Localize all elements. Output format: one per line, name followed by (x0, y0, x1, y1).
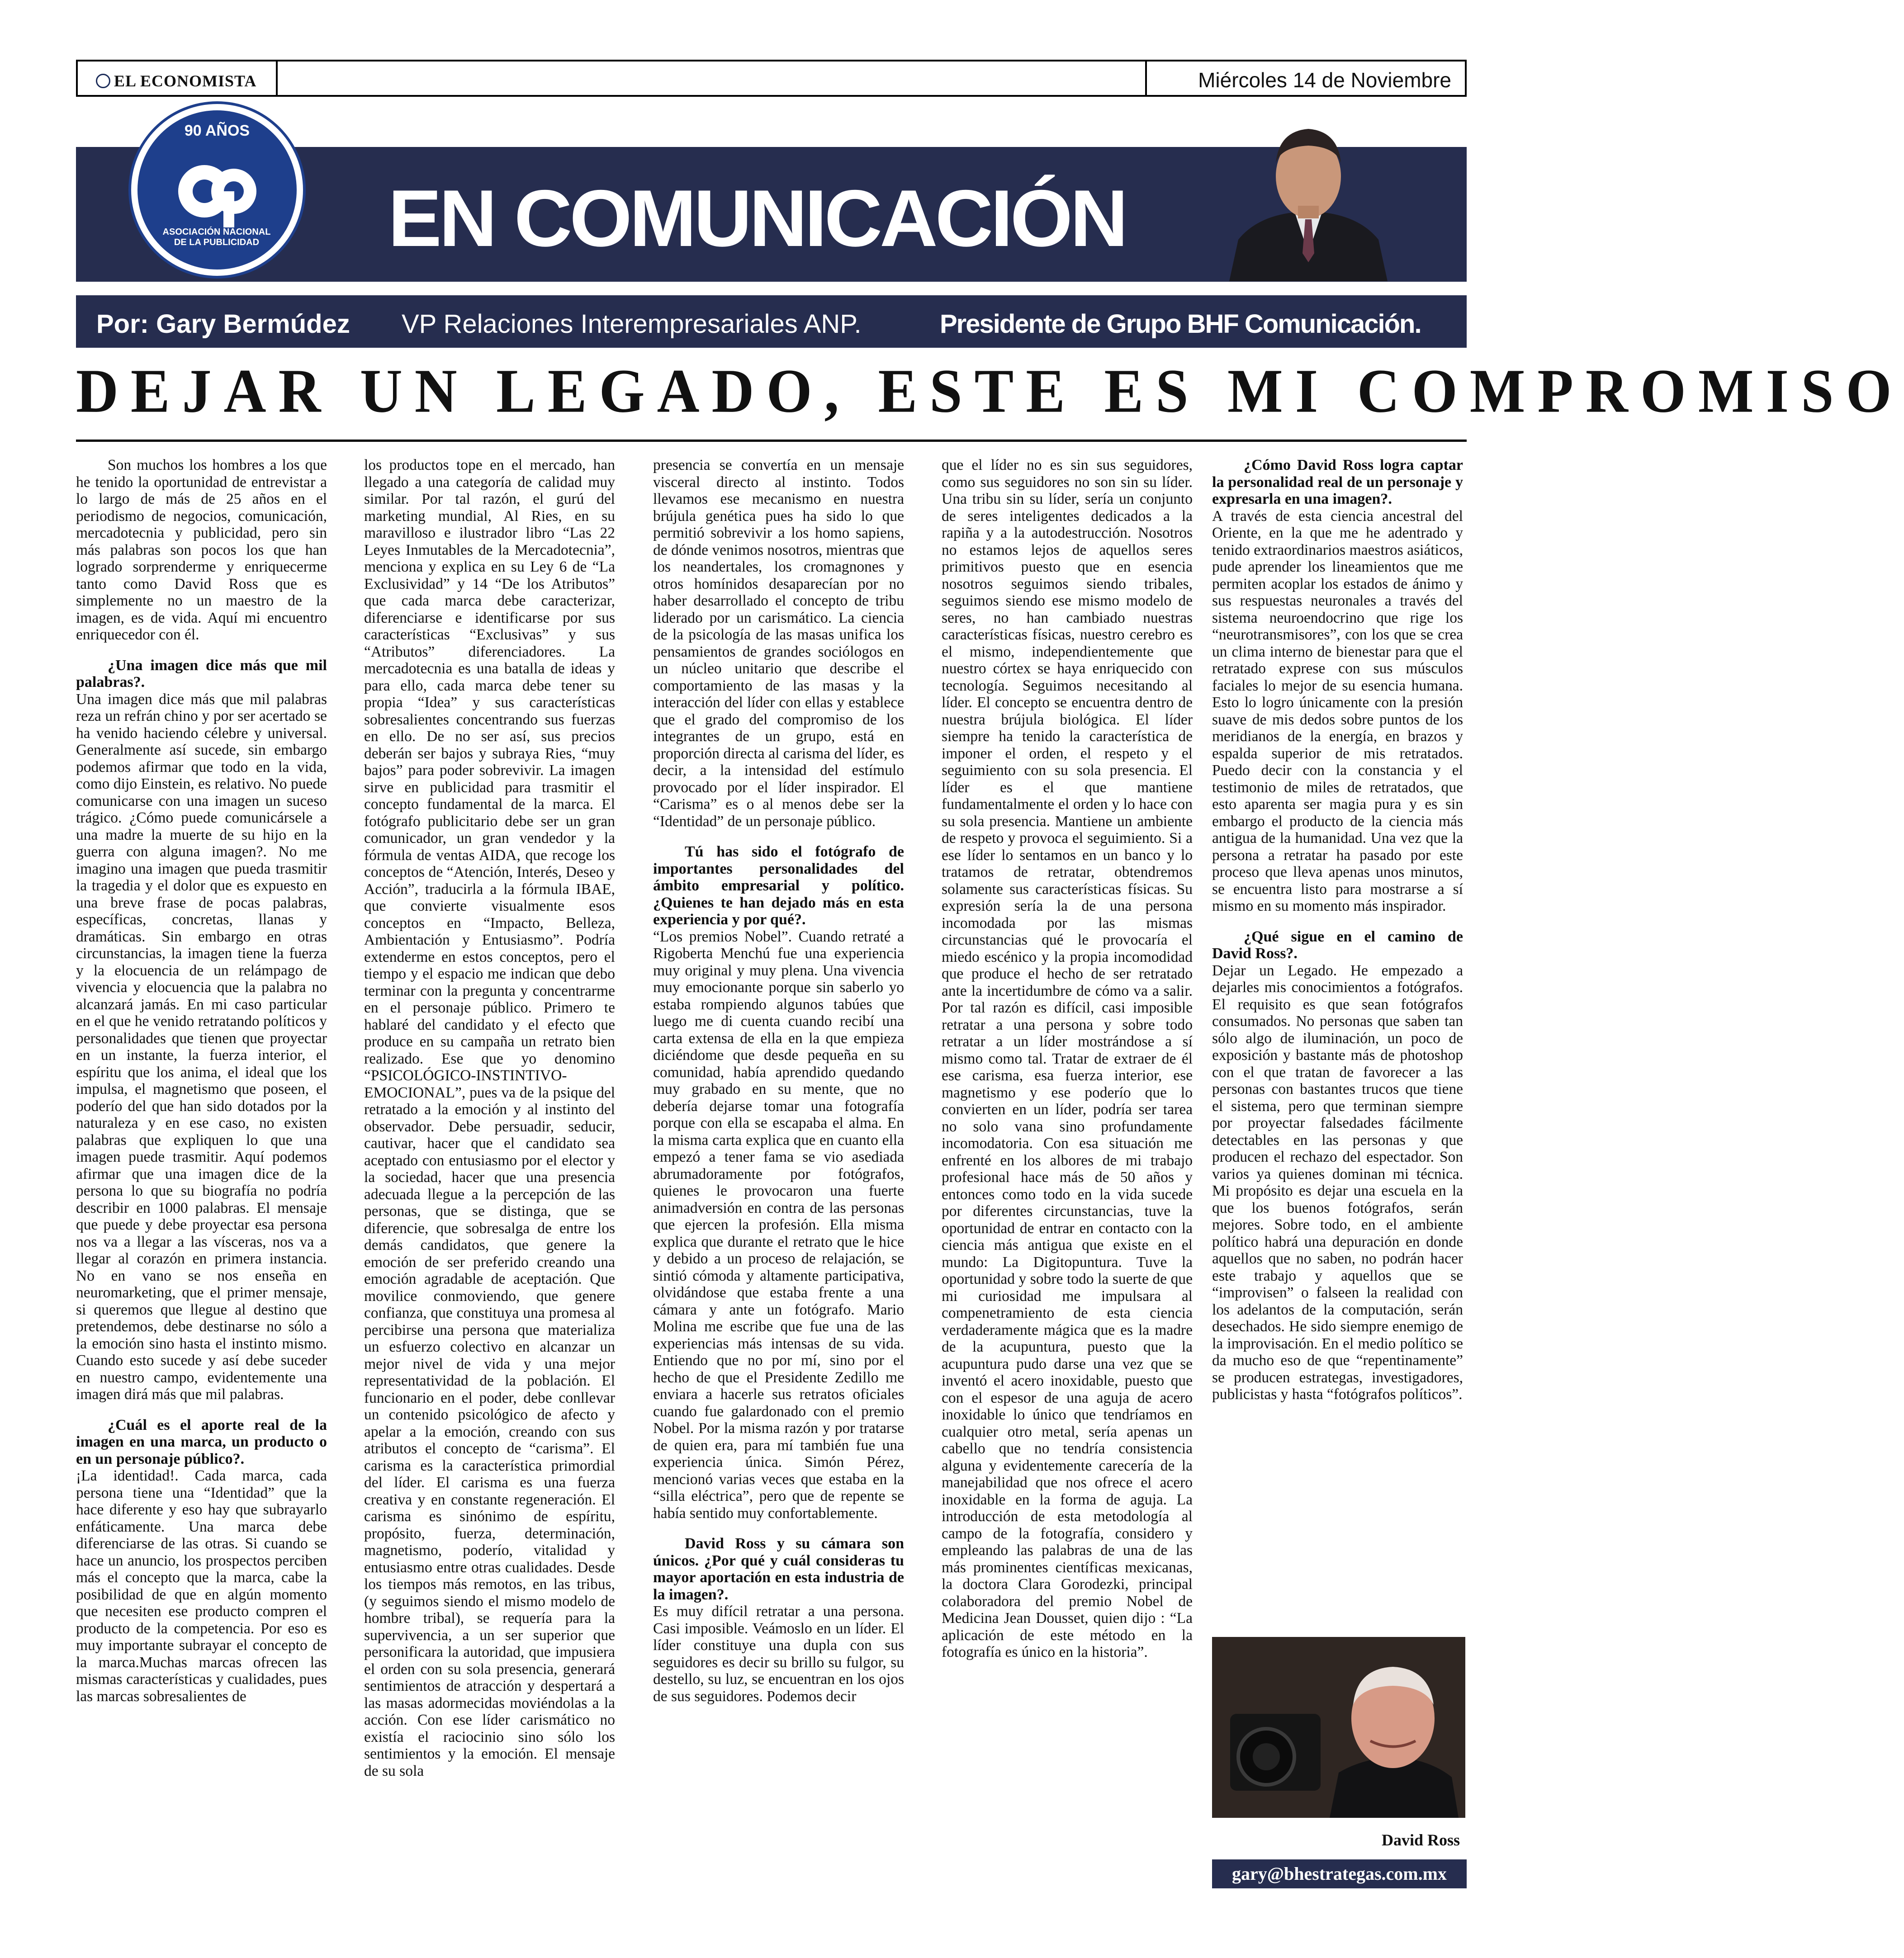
anp-logo (131, 104, 303, 276)
article-column-1 (76, 457, 327, 1931)
paragraph: presencia se convertía en un mensaje visceral directo al instinto. Todos llevamos ese mecanismo en nuestra brújula genética pues ha sido lo que permitió sobrevivir a los homo sapiens, de dónde venimos nosotros, mientras que los neandertales, los cromagnones y otros homínidos desaparecían por no haber desarrollado el concepto de tribu liderado por un carismático. La ciencia de la psicología de las masas unifica los pensamientos de grandes sociólogos en un núcleo unitario que describe el comportamiento de las masas y la interacción del líder con ellas y establece que el grado del compromiso de los integrantes de un grupo, está en proporción directa al carisma del líder, es decir, a la intensidad del estímulo provocado por el líder inspirador. El “Carisma” es o al menos debe ser la “Identidad” de un personaje público. (653, 457, 904, 830)
article-column-5 (1212, 457, 1463, 1628)
article-column-4 (942, 457, 1193, 1931)
author-email[interactable]: gary@bhestrategas.com.mx (1212, 1859, 1467, 1888)
article-column-3 (653, 457, 904, 1931)
logo-org-name: ASOCIACIÓN NACIONAL DE LA PUBLICIDAD (162, 227, 271, 247)
masthead-bar (76, 60, 1467, 97)
author-bar (76, 295, 1467, 348)
divider (1145, 61, 1147, 95)
author-vp-role: VP Relaciones Interempresariales ANP. (402, 309, 862, 339)
author-portrait (1202, 104, 1415, 281)
anp-mark-icon (173, 148, 261, 230)
paragraph: Una imagen dice más que mil palabras reza un refrán chino y por ser acertado se ha venido haciendo célebre y universal. Generalmente así sucede, sin embargo podemos afirmar que todo en la vida, como dijo Einstein, es relativo. No puede comunicarse con una imagen un suceso trágico. ¿Cómo puede comunicársele a una madre la muerte de su hijo en la guerra con alguna imagen?. No me imagino una imagen que pueda trasmitir la tragedia y el dolor que es expuesto en una breve frase de pocas palabras, específicas, concretas, llanas y dramáticas. Sin embargo en otras circunstancias, la imagen tiene la fuerza y la elocuencia de un relámpago de vivencia y elocuencia que la palabra no alcanzará jamás. En mi caso particular en el que he venido retratando políticos y personalidades que tienen que proyectar en un instante, la fuerza interior, el espíritu que los anima, el ideal que los impulsa, el magnetismo que poseen, el poderío del que han sido dotados por la naturaleza y en ese caso, no existen palabras que expliquen lo que una imagen puede trasmitir. Aquí podemos afirmar que una imagen dice de la persona lo que su biografía no podría describir en 1000 palabras. El mensaje que puede y debe proyectar esa persona nos va a llegar a las vísceras, nos va a llegar al corazón en primera instancia. No en vano se nos enseña en neuromarketing, que el primer mensaje, si queremos que llegue al destino que pretendemos, debe destinarse no sólo a la emoción sino hasta el instinto mismo. Cuando esto sucede y así debe suceder en nuestro campo, evidentemente una imagen dirá más que mil palabras. (76, 691, 327, 1403)
paragraph: ¡La identidad!. Cada marca, cada persona tiene una “Identidad” que la hace diferente y eso hay que subrayarlo enfáticamente. Una marca debe diferenciarse de las otras. Si cuando se hace un anuncio, los prospectos perciben más el concepto que la marca, cabe la posibilidad de que en algún momento que necesiten ese producto compren el producto de la competencia. Por eso es muy importante subrayar el concepto de la marca.Muchas marcas ofrecen las mismas características y cualidades, pues las marcas sobresalientes de (76, 1467, 327, 1705)
question-heading: ¿Una imagen dice más que mil palabras?. (76, 657, 327, 691)
author-president-role: Presidente de Grupo BHF Comunicación. (940, 309, 1421, 339)
photo-caption: David Ross (1381, 1831, 1460, 1849)
brand-name (96, 71, 256, 90)
paragraph: “Los premios Nobel”. Cuando retraté a Rigoberta Menchú fue una experiencia muy original y muy plena. Una vivencia muy emocionante porque sin saberlo yo estaba rompiendo algunos tabúes que luego me di cuenta cuando recibí una carta extensa de ella en la que empieza diciéndome que desde pequeña en su comunidad, había aprendido quedando muy grabado en su mente, que no debería dejarse tomar una fotografía porque con ella se escapaba el alma. En la misma carta explica que en cuanto ella empezó a tener fama se vio asediada abrumadoramente por fotógrafos, quienes le provocaron una fuerte animadversión en contra de las personas que ejercen la profesión. Ella misma explica que durante el retrato que le hice y debido a un proceso de relajación, se sintió cómoda y altamente participativa, olvidándose que estaba frente a una cámara y ante un fotógrafo. Mario Molina me escribe que fue una de las experiencias más intensas de su vida. Entiendo que no por mí, sino por el hecho de que el Presidente Zedillo me enviara a hacerle sus retratos oficiales cuando fue galardonado con el premio Nobel. Por la misma razón y por tratarse de quien era, para mí también fue una experiencia única. Simón Pérez, mencionó varias veces que estaba en la “silla eléctrica”, pero que de repente se había sentido muy confortablemente. (653, 928, 904, 1522)
article-headline: DEJAR UN LEGADO, ESTE ES MI COMPROMISO (76, 356, 1904, 426)
author-name: Por: Gary Bermúdez (96, 309, 350, 339)
issue-date: Miércoles 14 de Noviembre (1198, 68, 1451, 92)
divider (276, 61, 278, 95)
globe-icon (96, 74, 110, 88)
paragraph: Son muchos los hombres a los que he tenido la oportunidad de entrevistar a lo largo de más de 25 años en el periodismo de negocios, comunicación, mercadotecnia y publicidad, pero sin más palabras son pocos los que han logrado sorprenderme y enriquecerme tanto como David Ross que es simplemente no un maestro de la imagen, es de vida. Aquí mi encuentro enriquecedor con él. (76, 457, 327, 643)
david-ross-photo (1212, 1637, 1465, 1818)
headline-rule (76, 440, 1467, 442)
question-heading: ¿Qué sigue en el camino de David Ross?. (1212, 928, 1463, 962)
brand-label: EL ECONOMISTA (114, 72, 257, 90)
paragraph: A través de esta ciencia ancestral del Oriente, en la que me he adentrado y tenido extraordinarios maestros asiáticos, pude aprender los lineamientos que me permiten acoplar los estados de ánimo y sus respuestas neuronales a través del sistema neuroendocrino que rige los “neurotransmisores”, con los que se crea un clima interno de bienestar para que el retratado exprese con sus músculos faciales lo mejor de su esencia humana. Esto lo logro únicamente con la presión suave de mis dedos sobre puntos de los meridianos de la energía, en brazos y espalda superior de mis retratados. Puedo decir con la constancia y el testimonio de miles de retratados, que esto aparenta ser magia pura y es sin embargo el producto de la ciencia más antigua de la humanidad. Una vez que la persona a retratar ha pasado por este proceso que lleva apenas unos minutos, se encuentra listo para mostrarse a sí mismo en su momento más inspirador. (1212, 507, 1463, 914)
question-heading: ¿Cómo David Ross logra captar la personalidad real de un personaje y expresarla en una imagen?. (1212, 457, 1463, 507)
logo-years: 90 AÑOS (184, 122, 250, 139)
paragraph: que el líder no es sin sus seguidores, como sus seguidores no son sin su líder. Una tribu sin su líder, sería un conjunto de seres inteligentes dedicados a la rapiña y a la autodestrucción. Nosotros no estamos lejos de aquellos seres primitivos puesto que en esencia nosotros seguimos siendo tribales, seguimos siendo ese mismo modelo de seres, no han cambiado nuestras características físicas, nuestro cerebro es el mismo, independientemente que nuestro córtex se haya enriquecido con tecnología. Seguimos necesitando al líder. El concepto se encuentra dentro de nuestra brújula biológica. El líder siempre ha tenido la característica de imponer el orden, el respeto y el seguimiento con su sola presencia. El líder es el que mantiene fundamentalmente el orden y lo hace con su sola presencia. Mantiene un ambiente de respeto y provoca el seguimiento. Si a ese líder lo sentamos en un banco y lo tratamos de retratar, obtendremos solamente sus características físicas. Su expresión sería la de una persona incomodada por las mismas circunstancias qué le provocaría el miedo escénico y la propia incomodidad que produce el hecho de ser retratado ante la incertidumbre de cómo va a salir. Por tal razón es difícil, casi imposible retratar a una persona y sobre todo retratar a un líder mostrándose a sí mismo como tal. Tratar de extraer de él ese carisma, esa fuerza interior, ese magnetismo y ese poderío que lo convierten en un líder, podría ser tarea no solo vana sino profundamente incomodatoria. Con esa situación me enfrenté en los albores de mi trabajo profesional hace más de 50 años y entonces como todo en la vida sucede por diferentes circunstancias, tuve la oportunidad de entrar en contacto con la ciencia más antigua que existe en el mundo: La Digitopuntura. Tuve la oportunidad y sobre todo la suerte de que mi curiosidad me impulsara al compenetramiento de esta ciencia verdaderamente mágica que es la madre de la acupuntura, puesto que la acupuntura pudo darse una vez que se inventó el acero inoxidable, puesto que con el espesor de una aguja de acero inoxidable lo único que tendríamos en cualquier otro metal, sería apenas un cabello que no tendría consistencia alguna y evidentemente carecería de la manejabilidad que nos ofrece el acero inoxidable en la forma de aguja. La introducción de esta metodología al campo de la fotografía, considero y empleando las palabras de una de las más prominentes científicas mexicanas, la doctora Clara Gorodezki, principal colaboradora del premio Nobel de Medicina Jean Dousset, quien dijo : “La aplicación de este método en la fotografía es único en la historia”. (942, 457, 1193, 1660)
paragraph: Es muy difícil retratar a una persona. Casi imposible. Veámoslo en un líder. El líder constituye una dupla con sus seguidores es decir su brillo su fulgor, su destello, su luz, se encuentran en los ojos de sus seguidores. Podemos decir (653, 1603, 904, 1705)
question-heading: David Ross y su cámara son únicos. ¿Por qué y cuál consideras tu mayor aportación en esta industria de la imagen?. (653, 1535, 904, 1603)
paragraph: Dejar un Legado. He empezado a dejarles mis conocimientos a fotógrafos. El requisito es que sean fotógrafos consumados. No personas que saben tan sólo algo de iluminación, un poco de exposición y bastante más de photoshop con el que tratan de favorecer a las personas con bastantes trucos que tiene el sistema, pero que terminan siempre por proyectar falsedades fácilmente detectables en las personas y que producen el rechazo del espectador. Son varios ya quienes dominan mi técnica. Mi propósito es dejar una escuela en la que los buenos fotógrafos, serán mejores. Sobre todo, en el ambiente político habrá una depuración en donde aquellos que no saben, no podrán hacer este trabajo y aquellos que se “improvisen” o falseen la realidad con los adelantos de la computación, serán desechados. He sido siempre enemigo de la improvisación. En el medio político se da mucho eso de que “repentinamente” se producen estrategas, investigadores, publicistas y hasta “fotógrafos políticos”. (1212, 962, 1463, 1403)
paragraph: los productos tope en el mercado, han llegado a una categoría de calidad muy similar. Por tal razón, el gurú del marketing mundial, Al Ries, en su maravilloso e ilustrador libro “Las 22 Leyes Inmutables de la Mercadotecnia”, menciona y explica en su Ley 6 de “La Exclusividad” y 14 “De los Atributos” que cada marca debe caracterizar, diferenciarse e identificarse por sus características “Exclusivas” y sus “Atributos” diferenciadores. La mercadotecnia es una batalla de ideas y para ello, cada marca debe tener su propia “Idea” y sus características sobresalientes concentrando sus fuerzas en ello. De no ser así, sus precios deberán ser bajos y subraya Ries, “muy bajos” para poder sobrevivir. La imagen sirve en publicidad para trasmitir el concepto fundamental de la marca. El fotógrafo publicitario debe ser un gran comunicador, un gran vendedor y la fórmula de ventas AIDA, que recoge los conceptos de “Atención, Interés, Deseo y Acción”, traducirla a la fórmula IBAE, que convierte visualmente esos conceptos en “Impacto, Belleza, Ambientación y Entusiasmo”. Podría extenderme en estos conceptos, pero el tiempo y el espacio me indican que debo terminar con la pregunta y concentrarme en el personaje público. Primero te hablaré del candidato y el efecto que produce en su campaña un retrato bien realizado. Ese que yo denomino “PSICOLÓGICO-INSTINTIVO-EMOCIONAL”, pues va de la psique del retratado a la emoción y al instinto del observador. Debe persuadir, seducir, cautivar, hacer que el candidato sea aceptado con entusiasmo por el elector y la sociedad, hacer que una presencia adecuada llegue a la percepción de las personas, que se distinga, que se diferencie, que sobresalga de entre los demás candidatos, que genere la emoción de ser preferido creando una emoción agradable de aceptación. Que movilice conmoviendo, que genere confianza, que constituya una promesa al percibirse una persona que materializa un esfuerzo colectivo en alcanzar un mejor nivel de vida y una mejor representatividad de la población. El funcionario en el poder, debe conllevar un contenido psicológico de afecto y apelar a la emoción, creando con sus atributos el concepto de “carisma”. El carisma es la característica primordial del líder. El carisma es una fuerza creativa y en constante regeneración. El carisma es sinónimo de espíritu, propósito, fuerza, determinación, magnetismo, poderío, vitalidad y entusiasmo entre otras cualidades. Desde los tiempos más remotos, en las tribus, (y seguimos siendo el mismo modelo de hombre tribal), se requería para la supervivencia, a un ser superior que personificara la autoridad, que impusiera el orden con su sola presencia, generará sentimientos de atracción y despertará a las masas adormecidas moviéndolas a la acción. Con ese líder carismático no existía el raciocinio sino sólo los sentimientos y la emoción. El mensaje de su sola (364, 457, 615, 1779)
section-title: EN COMUNICACIÓN (388, 173, 1126, 263)
question-heading: Tú has sido el fotógrafo de importantes personalidades del ámbito empresarial y político. ¿Quienes te han dejado más en esta experiencia y por qué?. (653, 843, 904, 928)
question-heading: ¿Cuál es el aporte real de la imagen en una marca, un producto o en un personaje público?. (76, 1416, 327, 1467)
article-column-2 (364, 457, 615, 1931)
